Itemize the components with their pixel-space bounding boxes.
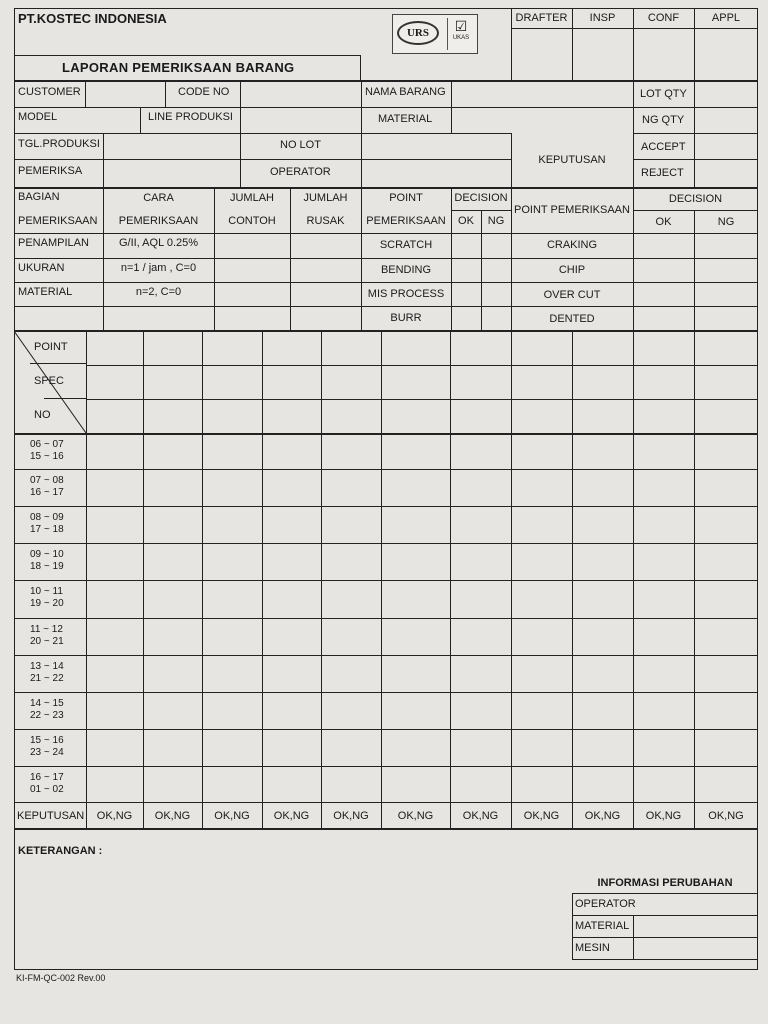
nama-barang-label: NAMA BARANG: [365, 86, 446, 98]
row-bagian: UKURAN: [18, 262, 65, 274]
grid-row-line: [86, 399, 758, 400]
keputusan-value: OK,NG: [154, 810, 191, 822]
informasi-operator-label: OPERATOR: [575, 898, 636, 910]
grid-header-divider: [14, 433, 758, 435]
form-title: LAPORAN PEMERIKSAAN BARANG: [62, 60, 295, 75]
time-row-label: 09 ~ 10 18 ~ 19: [30, 549, 64, 572]
row-point: SCRATCH: [379, 239, 433, 251]
ukas-badge-label: UKAS: [452, 35, 470, 41]
keputusan-row-label: KEPUTUSAN: [17, 810, 85, 822]
material-label: MATERIAL: [378, 113, 433, 125]
urs-logo-icon: URS: [397, 21, 439, 45]
point-pemeriksaan-header: PEMERIKSAAN: [366, 215, 446, 227]
decision-right-ok-header: OK: [655, 216, 672, 228]
time-row-label: 06 ~ 07 15 ~ 16: [30, 439, 64, 462]
contoh-header: CONTOH: [228, 215, 276, 227]
grid-row-line: [14, 543, 758, 544]
grid-row-line: [14, 506, 758, 507]
time-row-label: 08 ~ 09 17 ~ 18: [30, 512, 64, 535]
row-point-right: DENTED: [549, 313, 595, 325]
keputusan-value: OK,NG: [397, 810, 434, 822]
corner-point-label: POINT: [34, 341, 68, 353]
grid-row-line: [14, 729, 758, 730]
time-row-label: 16 ~ 17 01 ~ 02: [30, 772, 64, 795]
grid-row-line: [14, 802, 758, 803]
ukas-badge-icon: ☑ UKAS: [447, 18, 474, 50]
row-cara: n=2, C=0: [135, 286, 182, 298]
approval-appl-label: APPL: [711, 12, 741, 24]
pemeriksaan-header: PEMERIKSAAN: [18, 215, 98, 227]
grid-row-line: [14, 655, 758, 656]
point-header: POINT: [389, 192, 423, 204]
approval-insp-label: INSP: [589, 12, 616, 24]
bagian-header: BAGIAN: [18, 191, 60, 203]
cara-header: CARA: [143, 192, 174, 204]
cara-pemeriksaan-header: PEMERIKSAAN: [118, 215, 199, 227]
approval-drafter-label: DRAFTER: [515, 12, 568, 24]
pemeriksa-label: PEMERIKSA: [18, 165, 83, 177]
row-point-right: OVER CUT: [543, 289, 601, 301]
corner-no-label: NO: [34, 409, 51, 421]
keputusan-label: KEPUTUSAN: [538, 154, 606, 166]
decision-ng-header: NG: [487, 215, 505, 227]
keputusan-value: OK,NG: [645, 810, 682, 822]
row-bagian: MATERIAL: [18, 286, 73, 298]
time-row-label: 13 ~ 14 21 ~ 22: [30, 661, 64, 684]
grid-row-line: [14, 580, 758, 581]
jumlah-rusak-header: JUMLAH: [303, 192, 348, 204]
keputusan-value: OK,NG: [273, 810, 310, 822]
time-row-label: 07 ~ 08 16 ~ 17: [30, 475, 64, 498]
keputusan-value: OK,NG: [523, 810, 560, 822]
row-point-right: CRAKING: [546, 239, 598, 251]
row-point-right: CHIP: [558, 264, 586, 276]
keputusan-value: OK,NG: [584, 810, 621, 822]
keputusan-value: OK,NG: [96, 810, 133, 822]
jumlah-contoh-header: JUMLAH: [229, 192, 274, 204]
informasi-title: INFORMASI PERUBAHAN: [597, 877, 733, 889]
row-point: MIS PROCESS: [367, 288, 445, 300]
row-point: BENDING: [380, 264, 432, 276]
model-label: MODEL: [18, 111, 58, 123]
time-row-label: 10 ~ 11 19 ~ 20: [30, 586, 64, 609]
decision-right-header: DECISION: [668, 193, 723, 205]
point-pemeriksaan-right-header: POINT PEMERIKSAAN: [514, 204, 630, 216]
grid-row-line: [86, 365, 758, 366]
accept-label: ACCEPT: [641, 141, 686, 153]
informasi-material-label: MATERIAL: [575, 920, 630, 932]
company-name: PT.KOSTEC INDONESIA: [18, 11, 167, 26]
certification-logo: [392, 14, 478, 54]
row-cara: n=1 / jam , C=0: [120, 262, 197, 274]
rusak-header: RUSAK: [306, 215, 345, 227]
row-bagian: PENAMPILAN: [18, 237, 89, 249]
form-code: KI-FM-QC-002 Rev.00: [16, 973, 106, 983]
no-lot-label: NO LOT: [280, 139, 321, 151]
keterangan-label: KETERANGAN :: [18, 845, 103, 857]
ng-qty-label: NG QTY: [642, 114, 685, 126]
keputusan-value: OK,NG: [462, 810, 499, 822]
operator-label: OPERATOR: [270, 166, 331, 178]
time-row-label: 14 ~ 15 22 ~ 23: [30, 698, 64, 721]
tgl-produksi-label: TGL.PRODUKSI: [18, 138, 100, 150]
informasi-mesin-label: MESIN: [575, 942, 610, 954]
corner-spec-label: SPEC: [34, 375, 64, 387]
approval-conf-label: CONF: [647, 12, 680, 24]
reject-label: REJECT: [641, 167, 684, 179]
keputusan-value: OK,NG: [333, 810, 369, 822]
keputusan-value: OK,NG: [214, 810, 250, 822]
row-cara: G/II, AQL 0.25%: [118, 237, 199, 249]
line-produksi-label: LINE PRODUKSI: [148, 111, 233, 123]
time-row-label: 15 ~ 16 23 ~ 24: [30, 735, 64, 758]
decision-ok-header: OK: [458, 215, 474, 227]
grid-row-line: [14, 618, 758, 619]
decision-right-ng-header: NG: [717, 216, 735, 228]
customer-label: CUSTOMER: [18, 86, 81, 98]
lot-qty-label: LOT QTY: [640, 88, 687, 100]
grid-row-line: [14, 692, 758, 693]
row-point: BURR: [390, 312, 422, 324]
grid-row-line: [14, 766, 758, 767]
grid-row-line: [14, 469, 758, 470]
keputusan-value: OK,NG: [708, 810, 744, 822]
time-row-label: 11 ~ 12 20 ~ 21: [30, 624, 64, 647]
decision-header: DECISION: [454, 192, 508, 204]
code-no-label: CODE NO: [178, 86, 230, 98]
